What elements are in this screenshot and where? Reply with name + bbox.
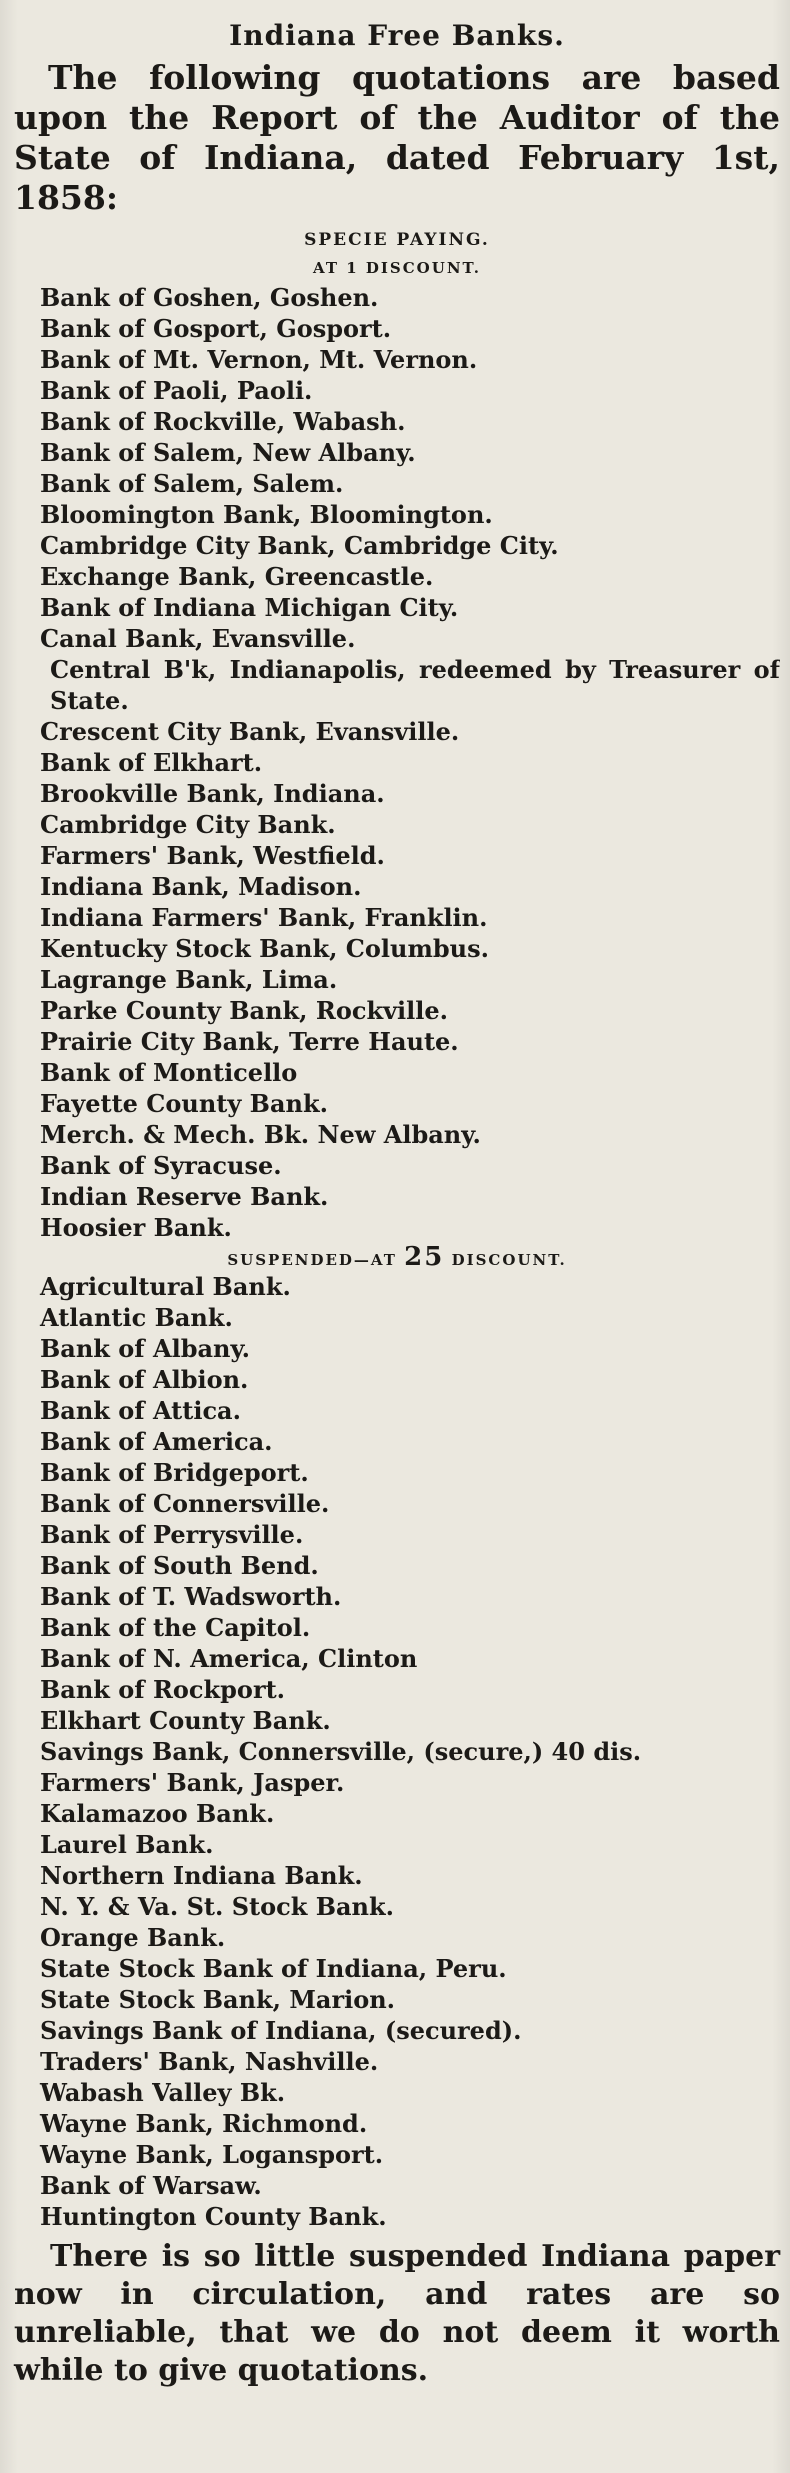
bank-entry: Kalamazoo Bank. (40, 1799, 275, 1828)
bank-entry: Bank of Albany. (40, 1334, 251, 1363)
bank-entry: Indiana Bank, Madison. (40, 872, 362, 901)
bank-entry: Agricultural Bank. (40, 1272, 291, 1301)
bank-entry: Bank of Mt. Vernon, Mt. Vernon. (40, 345, 478, 374)
bank-entry: Lagrange Bank, Lima. (40, 965, 338, 994)
bank-entry: Laurel Bank. (40, 1830, 214, 1859)
bank-entry: Bank of Paoli, Paoli. (40, 376, 313, 405)
bank-entry: Bank of Indiana Michigan City. (40, 593, 459, 622)
bank-entry: Bank of Goshen, Goshen. (40, 283, 379, 312)
bank-entry: Exchange Bank, Greencastle. (40, 562, 434, 591)
bank-entry: State Stock Bank of Indiana, Peru. (40, 1954, 507, 1983)
bank-entry: Merch. & Mech. Bk. New Albany. (40, 1120, 481, 1149)
bank-entry: Farmers' Bank, Westfield. (40, 841, 385, 870)
bank-entry: Bank of T. Wadsworth. (40, 1582, 342, 1611)
headline: Indiana Free Banks. (229, 19, 565, 52)
bank-entry: Prairie City Bank, Terre Haute. (40, 1027, 459, 1056)
bank-entry: Hoosier Bank. (40, 1213, 232, 1242)
bank-entry: Bank of the Capitol. (40, 1613, 311, 1642)
bank-entry: Elkhart County Bank. (40, 1706, 331, 1735)
bank-entry: Bank of America. (40, 1427, 273, 1456)
bank-entry: Farmers' Bank, Jasper. (40, 1768, 345, 1797)
bank-entry: Cambridge City Bank. (40, 810, 336, 839)
suspended-bank-list (14, 1271, 780, 2232)
bank-entry: Canal Bank, Evansville. (40, 624, 356, 653)
bank-entry: Bank of Albion. (40, 1365, 249, 1394)
bank-entry: Bank of Salem, New Albany. (40, 438, 416, 467)
bank-entry: Wayne Bank, Richmond. (40, 2109, 368, 2138)
bank-entry: Crescent City Bank, Evansville. (40, 717, 460, 746)
bank-entry: Bank of Gosport, Gosport. (40, 314, 392, 343)
bank-entry: N. Y. & Va. St. Stock Bank. (40, 1892, 394, 1921)
specie-paying-heading: SPECIE PAYING. (304, 230, 490, 250)
bank-entry: Indiana Farmers' Bank, Franklin. (40, 903, 488, 932)
bank-entry: Parke County Bank, Rockville. (40, 996, 448, 1025)
bank-entry: Traders' Bank, Nashville. (40, 2047, 379, 2076)
bank-entry: State Stock Bank, Marion. (40, 1985, 396, 2014)
bank-entry: Bank of N. America, Clinton (40, 1644, 418, 1673)
suspended-heading-suffix: DISCOUNT. (451, 1251, 567, 1269)
bank-entry: Bank of Monticello (40, 1058, 298, 1087)
bank-entry: Fayette County Bank. (40, 1089, 328, 1118)
bank-entry: Bank of Syracuse. (40, 1151, 282, 1180)
bank-entry: Bloomington Bank, Bloomington. (40, 500, 493, 529)
bank-entry: Savings Bank, Connersville, (secure,) 40 dis. (40, 1737, 642, 1766)
bank-entry: Kentucky Stock Bank, Columbus. (40, 934, 489, 963)
bank-entry: Bank of South Bend. (40, 1551, 319, 1580)
suspended-heading-prefix: SUSPENDED—AT (227, 1251, 397, 1269)
discount-1-heading: AT 1 DISCOUNT. (313, 259, 481, 277)
bank-entry: Cambridge City Bank, Cambridge City. (40, 531, 559, 560)
bank-entry: Bank of Attica. (40, 1396, 241, 1425)
specie-bank-list (14, 282, 780, 1243)
bank-entry: Central B'k, Indianapolis, redeemed by Treasurer of State. (50, 655, 780, 715)
bank-entry: Savings Bank of Indiana, (secured). (40, 2016, 522, 2045)
bank-entry: Huntington County Bank. (40, 2202, 387, 2231)
bank-entry: Northern Indiana Bank. (40, 1861, 363, 1890)
bank-entry: Bank of Rockville, Wabash. (40, 407, 406, 436)
intro-paragraph: The following quotations are based upon the Report of the Auditor of the State of Indiana, dated February 1st, 1858: (14, 58, 780, 217)
bank-entry: Bank of Warsaw. (40, 2171, 262, 2200)
bank-entry: Wayne Bank, Logansport. (40, 2140, 384, 2169)
bank-entry: Bank of Salem, Salem. (40, 469, 344, 498)
suspended-discount-number: 25 (404, 1242, 445, 1272)
bank-entry: Bank of Rockport. (40, 1675, 286, 1704)
bank-entry: Bank of Bridgeport. (40, 1458, 309, 1487)
bank-entry: Indian Reserve Bank. (40, 1182, 329, 1211)
bank-entry: Atlantic Bank. (40, 1303, 233, 1332)
suspended-heading (14, 1243, 780, 1271)
bank-entry: Bank of Perrysville. (40, 1520, 304, 1549)
bank-entry: Bank of Connersville. (40, 1489, 330, 1518)
bank-entry: Wabash Valley Bk. (40, 2078, 286, 2107)
bank-entry: Brookville Bank, Indiana. (40, 779, 385, 808)
bank-entry: Orange Bank. (40, 1923, 226, 1952)
closing-paragraph: There is so little suspended Indiana paper now in circulation, and rates are so unreliable, that we do not deem it worth while to give quotations. (14, 2239, 780, 2388)
bank-entry: Bank of Elkhart. (40, 748, 263, 777)
